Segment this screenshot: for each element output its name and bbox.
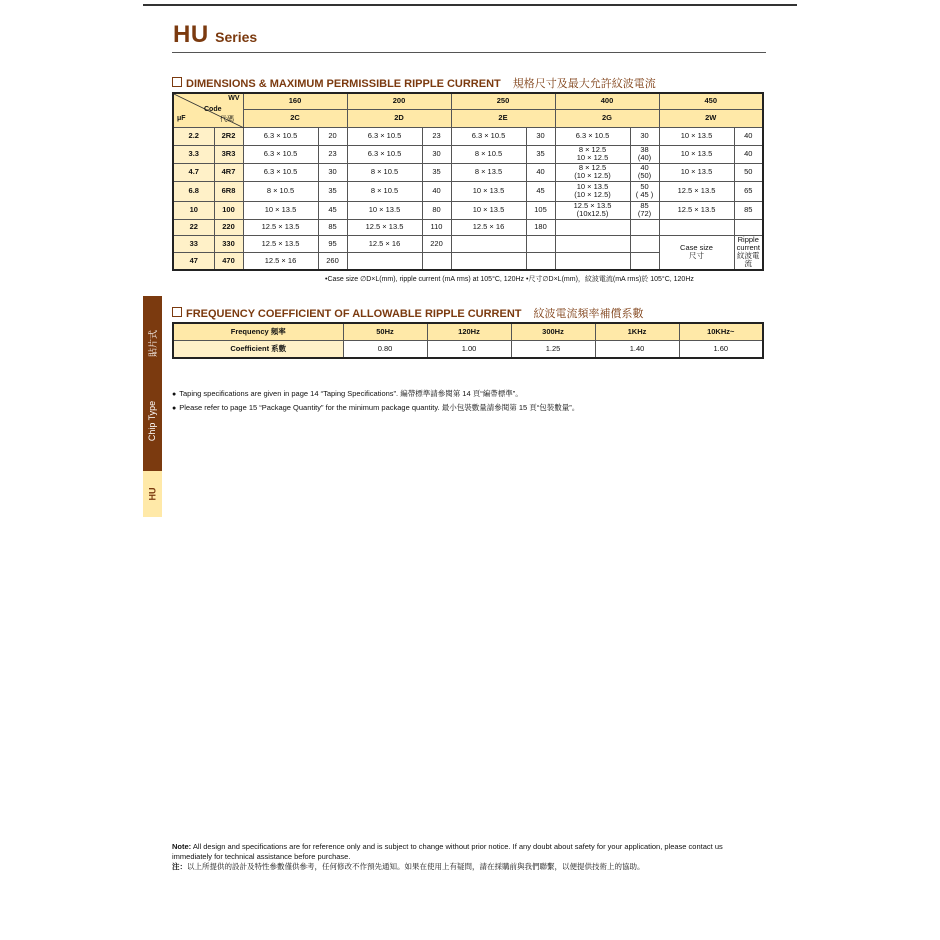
cell-line: 40 — [432, 185, 441, 195]
case-size-cell — [451, 145, 526, 163]
top-rule — [143, 4, 797, 6]
ripple-current-cell — [734, 163, 763, 181]
ripple-current-cell — [526, 127, 555, 145]
case-size-cell — [451, 252, 526, 269]
ripple-current-cell — [318, 181, 347, 201]
uf-label: μF — [177, 115, 186, 122]
table-row — [173, 163, 763, 181]
cell-line: 6.3 × 10.5 — [263, 130, 298, 140]
cell-line: 12.5 × 16 — [472, 221, 505, 231]
cell-line: 10 × 13.5 — [576, 181, 609, 191]
table-row — [173, 201, 763, 219]
voltage-code-header: 2G — [555, 109, 659, 127]
checkbox-square-icon — [172, 307, 182, 317]
voltage-header: 450 — [659, 93, 763, 109]
cell-line: 10 × 13.5 — [472, 204, 505, 214]
voltage-code-header: 2C — [243, 109, 347, 127]
case-size-cell — [555, 235, 630, 252]
cell-line: 85 — [744, 204, 753, 214]
ripple-current-cell — [318, 163, 347, 181]
cell-line: 220 — [430, 238, 443, 248]
capacitance-code-cell: 4R7 — [214, 163, 243, 181]
cell-line: 30 — [640, 130, 649, 140]
ripple-current-cell — [526, 201, 555, 219]
case-size-cell — [347, 163, 422, 181]
cell-line: 35 — [432, 166, 441, 176]
capacitance-code-cell: 100 — [214, 201, 243, 219]
notes-list — [172, 387, 579, 415]
cell-line: 8 × 12.5 — [578, 162, 607, 172]
coefficient-value: 1.40 — [595, 341, 679, 359]
side-tab-zh: 貼片式 — [149, 329, 160, 358]
empty-cell — [659, 219, 734, 235]
cell-line: 45 — [328, 204, 337, 214]
cell-line: 10 × 12.5 — [576, 153, 609, 162]
case-size-cell — [659, 181, 734, 201]
cell-line: 20 — [328, 130, 337, 140]
voltage-header: 200 — [347, 93, 451, 109]
cell-line: 23 — [328, 148, 337, 158]
cell-line: (10 × 12.5) — [574, 171, 611, 180]
case-size-cell — [451, 127, 526, 145]
cell-line: 23 — [432, 130, 441, 140]
case-size-cell — [347, 235, 422, 252]
case-size-cell — [555, 219, 630, 235]
capacitance-code-cell: 220 — [214, 219, 243, 235]
capacitance-cell: 22 — [173, 219, 214, 235]
cell-line: 35 — [536, 148, 545, 158]
dimensions-table — [172, 92, 764, 271]
case-size-cell — [659, 201, 734, 219]
ripple-current-cell — [630, 252, 659, 269]
frequency-header: 10KHz~ — [679, 323, 763, 341]
cell-line: 40 — [536, 166, 545, 176]
cell-line: 12.5 × 16 — [368, 238, 401, 248]
legend-ripple-current: Ripple current 紋波電流 — [734, 235, 763, 270]
cell-line: 12.5 × 13.5 — [261, 238, 300, 248]
dimensions-heading: DIMENSIONS & MAXIMUM PERMISSIBLE RIPPLE CURRENT 規格尺寸及最大允許紋波電流 — [172, 75, 656, 91]
code-label-zh: 代碼 — [220, 115, 234, 123]
coefficient-value: 1.00 — [427, 341, 511, 359]
case-size-cell — [347, 252, 422, 269]
ripple-current-cell — [318, 145, 347, 163]
ripple-current-cell — [422, 127, 451, 145]
cell-line: 40 — [640, 162, 649, 172]
cell-line: 40 — [744, 148, 753, 158]
ripple-current-cell — [734, 181, 763, 201]
side-tab-en: Chip Type — [147, 400, 158, 442]
coefficient-value: 0.80 — [343, 341, 427, 359]
case-size-cell — [347, 181, 422, 201]
capacitance-cell: 47 — [173, 252, 214, 269]
case-size-cell — [659, 163, 734, 181]
cell-line: 6.3 × 10.5 — [367, 130, 402, 140]
capacitance-code-cell: 470 — [214, 252, 243, 269]
case-size-cell — [451, 163, 526, 181]
cell-line: 45 — [536, 185, 545, 195]
list-item: ● Please refer to page 15 “Package Quantity” for the minimum package quantity. 最小包裝數量請參閱第 15 頁“包裝數量”。 — [172, 403, 580, 412]
cell-line: 10 × 13.5 — [368, 204, 401, 214]
list-item: ● Taping specifications are given in page 14 “Taping Specifications”. 編帶標準請參閱第 14 頁“編帶標準”。 — [172, 389, 523, 398]
case-size-cell — [243, 235, 318, 252]
case-size-cell — [347, 127, 422, 145]
cell-line: 12.5 × 13.5 — [677, 185, 716, 195]
case-size-cell — [555, 181, 630, 201]
ripple-current-cell — [630, 181, 659, 201]
case-size-cell — [243, 252, 318, 269]
voltage-code-header: 2W — [659, 109, 763, 127]
side-tab-series-label: HU — [147, 487, 158, 501]
cell-line: 8 × 10.5 — [370, 185, 399, 195]
capacitance-code-cell: 330 — [214, 235, 243, 252]
side-tab-series — [143, 471, 162, 517]
cell-line: 80 — [432, 204, 441, 214]
cell-line: 10 × 13.5 — [680, 166, 713, 176]
ripple-current-cell — [422, 145, 451, 163]
case-size-cell — [451, 235, 526, 252]
ripple-current-cell — [630, 235, 659, 252]
case-size-cell — [243, 219, 318, 235]
ripple-current-cell — [318, 219, 347, 235]
cell-line: 8 × 10.5 — [474, 148, 503, 158]
code-label: Code — [204, 106, 222, 113]
ripple-current-cell — [422, 163, 451, 181]
case-size-cell — [555, 127, 630, 145]
frequency-table — [172, 322, 764, 359]
cell-line: (40) — [637, 153, 652, 162]
ripple-current-cell — [630, 127, 659, 145]
case-size-cell — [243, 145, 318, 163]
disclaimer-note: Note: All design and specifications are for reference only and is subject to change without prior notice. If any doubt about safety for your application, please contact us immediately for technical assistance before purchase. 注：以上所提供的設計及特性參數僅供參考，任何修改不作預先通知。如果在使用上有疑問，請在採購前與我們聯繫，以便提供技術上的協助。 — [172, 842, 723, 871]
cell-line: 6.3 × 10.5 — [263, 148, 298, 158]
case-size-cell — [451, 181, 526, 201]
cell-line: 8 × 10.5 — [370, 166, 399, 176]
case-size-cell — [243, 127, 318, 145]
case-size-cell — [347, 201, 422, 219]
cell-line: (50) — [637, 171, 652, 180]
cell-line: 8 × 10.5 — [266, 185, 295, 195]
cell-line: 8 × 13.5 — [474, 166, 503, 176]
table-row — [173, 145, 763, 163]
voltage-code-header: 2E — [451, 109, 555, 127]
capacitance-cell: 3.3 — [173, 145, 214, 163]
capacitance-code-cell: 2R2 — [214, 127, 243, 145]
cell-line: 8 × 12.5 — [578, 144, 607, 154]
cell-line: 38 — [640, 144, 649, 154]
voltage-header: 400 — [555, 93, 659, 109]
cell-line: (10x12.5) — [576, 209, 609, 218]
table-row — [173, 219, 763, 235]
cell-line: 65 — [744, 185, 753, 195]
capacitance-cell: 33 — [173, 235, 214, 252]
frequency-header: 120Hz — [427, 323, 511, 341]
frequency-label: Frequency 頻率 — [173, 323, 343, 341]
coefficient-value: 1.60 — [679, 341, 763, 359]
cell-line: 6.3 × 10.5 — [367, 148, 402, 158]
wv-label: WV — [228, 95, 240, 102]
cell-line: 12.5 × 13.5 — [573, 200, 612, 210]
case-size-cell — [659, 127, 734, 145]
cell-line: 12.5 × 16 — [264, 255, 297, 265]
capacitance-cell: 2.2 — [173, 127, 214, 145]
cell-line: 6.3 × 10.5 — [471, 130, 506, 140]
case-size-cell — [451, 201, 526, 219]
frequency-heading: FREQUENCY COEFFICIENT OF ALLOWABLE RIPPLE CURRENT 紋波電流頻率補償系數 — [172, 305, 644, 321]
ripple-current-cell — [422, 181, 451, 201]
frequency-header: 50Hz — [343, 323, 427, 341]
cell-line: 50 — [744, 166, 753, 176]
table-row — [173, 127, 763, 145]
case-size-cell — [347, 145, 422, 163]
ripple-current-cell — [630, 145, 659, 163]
ripple-current-cell — [526, 163, 555, 181]
cell-line: 10 × 13.5 — [264, 204, 297, 214]
bullet-icon: ● — [172, 405, 177, 412]
cell-line: 30 — [432, 148, 441, 158]
series-title — [173, 21, 257, 49]
ripple-current-cell — [422, 219, 451, 235]
case-size-cell — [555, 252, 630, 269]
table-row — [173, 235, 763, 252]
capacitance-cell: 10 — [173, 201, 214, 219]
ripple-current-cell — [422, 235, 451, 252]
case-size-cell — [555, 145, 630, 163]
ripple-current-cell — [526, 235, 555, 252]
capacitance-cell: 6.8 — [173, 181, 214, 201]
cell-line: 180 — [534, 221, 547, 231]
voltage-header: 250 — [451, 93, 555, 109]
ripple-current-cell — [422, 201, 451, 219]
ripple-current-cell — [526, 252, 555, 269]
cell-line: 10 × 13.5 — [680, 130, 713, 140]
ripple-current-cell — [422, 252, 451, 269]
dimensions-footnote: •Case size ∅D×L(mm), ripple current (mA rms) at 105°C, 120Hz •尺寸∅D×L(mm)，紋波電流(mA rms)於 105°C, 120Hz — [325, 276, 694, 283]
voltage-code-header: 2D — [347, 109, 451, 127]
case-size-cell — [555, 201, 630, 219]
cell-line: 35 — [328, 185, 337, 195]
cell-line: 105 — [534, 204, 547, 214]
case-size-cell — [243, 163, 318, 181]
case-size-cell — [243, 201, 318, 219]
side-tab-category — [143, 296, 162, 471]
ripple-current-cell — [734, 127, 763, 145]
title-rule — [172, 52, 766, 53]
cell-line: 95 — [328, 238, 337, 248]
ripple-current-cell — [526, 219, 555, 235]
case-size-cell — [347, 219, 422, 235]
empty-cell — [734, 219, 763, 235]
cell-line: (10 × 12.5) — [574, 190, 611, 199]
case-size-cell — [243, 181, 318, 201]
ripple-current-cell — [318, 201, 347, 219]
capacitance-code-cell: 6R8 — [214, 181, 243, 201]
cell-line: 30 — [536, 130, 545, 140]
coefficient-label: Coefficient 系數 — [173, 341, 343, 359]
series-word: Series — [215, 29, 258, 45]
capacitance-code-cell: 3R3 — [214, 145, 243, 163]
ripple-current-cell — [734, 145, 763, 163]
capacitance-cell: 4.7 — [173, 163, 214, 181]
table-row — [173, 181, 763, 201]
ripple-current-cell — [318, 252, 347, 269]
voltage-header: 160 — [243, 93, 347, 109]
cell-line: (72) — [637, 209, 652, 218]
cell-line: 12.5 × 13.5 — [365, 221, 404, 231]
cell-line: 10 × 13.5 — [680, 148, 713, 158]
ripple-current-cell — [630, 163, 659, 181]
frequency-header: 300Hz — [511, 323, 595, 341]
case-size-cell — [555, 163, 630, 181]
ripple-current-cell — [734, 201, 763, 219]
bullet-icon: ● — [172, 391, 177, 398]
frequency-header: 1KHz — [595, 323, 679, 341]
cell-line: 12.5 × 13.5 — [677, 204, 716, 214]
case-size-cell — [659, 145, 734, 163]
ripple-current-cell — [318, 127, 347, 145]
cell-line: 6.3 × 10.5 — [575, 130, 610, 140]
cell-line: 85 — [640, 200, 649, 210]
series-code: HU — [173, 21, 209, 48]
ripple-current-cell — [526, 145, 555, 163]
ripple-current-cell — [318, 235, 347, 252]
cell-line: 260 — [326, 255, 339, 265]
cell-line: 50 — [640, 181, 649, 191]
cell-line: 110 — [430, 221, 443, 231]
cell-line: 85 — [328, 221, 337, 231]
cell-line: 30 — [328, 166, 337, 176]
table-corner-header — [173, 93, 243, 127]
legend-case-size: Case size 尺寸 — [659, 235, 734, 270]
cell-line: 12.5 × 13.5 — [261, 221, 300, 231]
cell-line: ( 45 ) — [635, 190, 654, 199]
ripple-current-cell — [630, 201, 659, 219]
coefficient-value: 1.25 — [511, 341, 595, 359]
case-size-cell — [451, 219, 526, 235]
ripple-current-cell — [526, 181, 555, 201]
cell-line: 10 × 13.5 — [472, 185, 505, 195]
cell-line: 40 — [744, 130, 753, 140]
cell-line: 6.3 × 10.5 — [263, 166, 298, 176]
checkbox-square-icon — [172, 77, 182, 87]
ripple-current-cell — [630, 219, 659, 235]
